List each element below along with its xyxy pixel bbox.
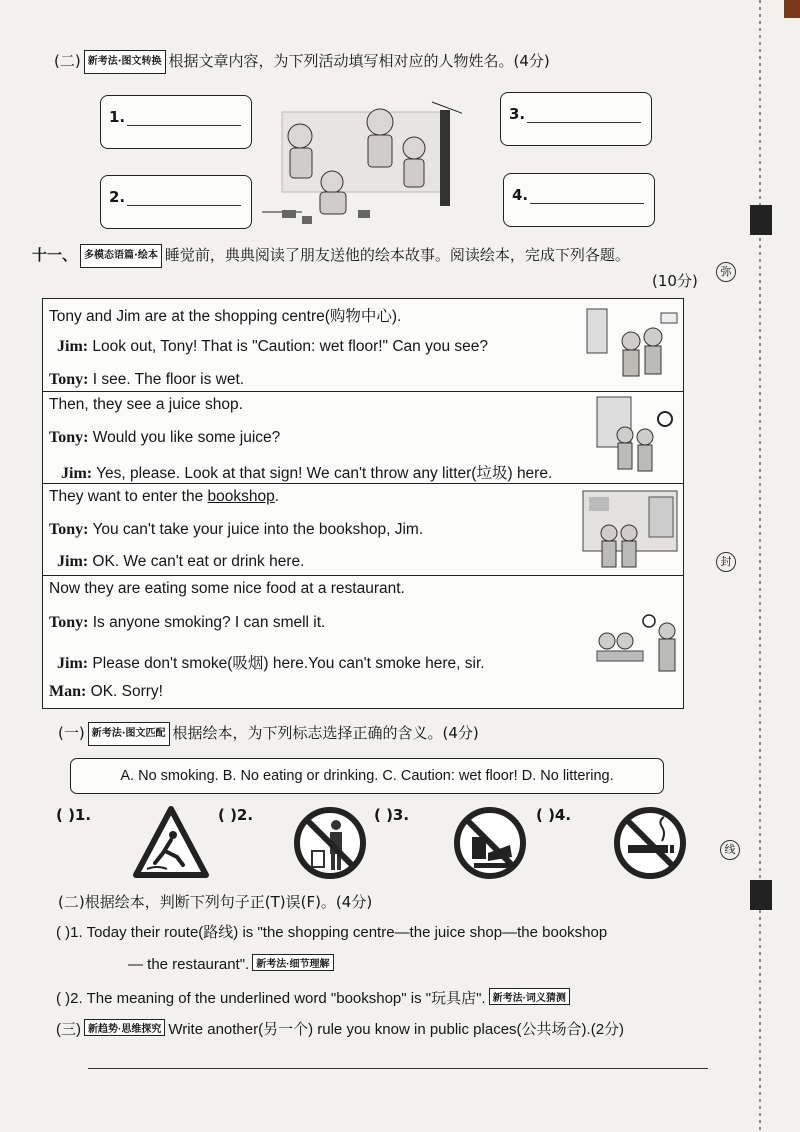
narration: Now they are eating some nice food at a restaurant.	[49, 580, 405, 597]
answer-paren[interactable]: ( )	[56, 990, 71, 1007]
dialogue-line: Tony: Is anyone smoking? I can smell it.	[49, 614, 326, 631]
dialogue-line: Jim: Yes, please. Look at that sign! We can't throw any litter(垃圾) here.	[61, 465, 553, 482]
section11-score: (10分)	[652, 272, 698, 290]
top-instruction: 根据文章内容，为下列活动填写相对应的人物姓名。(4分)	[168, 52, 550, 70]
illustration-bookshop	[579, 487, 679, 575]
box-number: 3.	[509, 105, 526, 123]
top-tag: 新考法·图文转换	[84, 50, 166, 74]
story-panel-2	[43, 391, 683, 484]
dialogue-line: Man: OK. Sorry!	[49, 683, 163, 700]
part3-tag: 新趋势·思维探究	[84, 1019, 165, 1036]
answer-box-3[interactable]	[500, 92, 652, 146]
story-box	[42, 298, 684, 709]
dialogue-line: Jim: OK. We can't eat or drink here.	[57, 553, 305, 570]
top-prefix: (二)	[54, 52, 81, 70]
part3-prefix: (三)	[56, 1021, 81, 1038]
no-smoking-sign-icon	[612, 805, 688, 881]
part3-line	[56, 1018, 624, 1039]
part1-prefix: (一)	[58, 724, 85, 742]
part2-prefix: (二)	[58, 893, 85, 911]
illustration-restaurant	[593, 611, 681, 683]
answer-box-2[interactable]	[100, 175, 252, 229]
answer-box-4[interactable]	[503, 173, 655, 227]
side-label-mi: 弥	[716, 262, 736, 282]
wet-floor-sign-icon	[133, 805, 209, 881]
box-number: 2.	[109, 188, 126, 206]
box-number: 4.	[512, 186, 529, 204]
top-instruction-line	[54, 50, 550, 74]
part1-tag: 新考法·图文匹配	[88, 722, 170, 746]
no-eating-drinking-sign-icon	[452, 805, 528, 881]
section11-line	[32, 244, 630, 268]
question-1[interactable]: ( )1.	[56, 806, 92, 824]
answer-box-1[interactable]	[100, 95, 252, 149]
section11-instruction: 睡觉前，典典阅读了朋友送他的绘本故事。阅读绘本，完成下列各题。	[164, 246, 630, 264]
no-littering-sign-icon	[292, 805, 368, 881]
question-3[interactable]: ( )3.	[374, 806, 410, 824]
q1-tag: 新考法·细节理解	[252, 954, 333, 971]
dialogue-line: Tony: You can't take your juice into the bookshop, Jim.	[49, 521, 424, 538]
answer-paren[interactable]: ( )	[56, 924, 71, 941]
dialogue-line: Tony: Would you like some juice?	[49, 429, 281, 446]
tf-question-2[interactable]: ( )2. The meaning of the underlined word "bookshop" is "玩具店". 新考法·词义猜测	[56, 987, 573, 1008]
part1-instruction-line	[58, 722, 479, 746]
narration: Then, they see a juice shop.	[49, 396, 243, 413]
dialogue-line: Jim: Please don't smoke(吸烟) here.You can't smoke here, sir.	[57, 655, 485, 672]
kids-activity-illustration	[262, 92, 462, 228]
side-label-xian: 线	[720, 840, 740, 860]
box-number: 1.	[109, 108, 126, 126]
part3-text: Write another(另一个) rule you know in public places(公共场合).(2分)	[168, 1021, 625, 1038]
narration: Tony and Jim are at the shopping centre(购物中心).	[49, 308, 402, 325]
illustration-juice-shop	[595, 395, 675, 481]
question-4[interactable]: ( )4.	[536, 806, 572, 824]
answer-line[interactable]	[88, 1068, 708, 1069]
tf-question-1[interactable]: ( )1. Today their route(路线) is "the shopping centre—the juice shop—the bookshop	[56, 924, 608, 941]
section11-tag: 多模态语篇·绘本	[80, 244, 162, 268]
options-box: A. No smoking. B. No eating or drinking. C. Caution: wet floor! D. No littering.	[70, 758, 664, 794]
dialogue-line: Tony: I see. The floor is wet.	[49, 371, 245, 388]
dialogue-line: Jim: Look out, Tony! That is "Caution: wet floor!" Can you see?	[57, 338, 488, 355]
part1-instruction: 根据绘本，为下列标志选择正确的含义。(4分)	[172, 724, 479, 742]
question-2[interactable]: ( )2.	[218, 806, 254, 824]
part2-instruction-line	[58, 891, 372, 913]
section11-number: 十一、	[32, 246, 78, 264]
illustration-shopping-centre	[579, 301, 679, 389]
narration: They want to enter the bookshop.	[49, 488, 280, 505]
story-panel-4	[43, 575, 683, 709]
underlined-word: bookshop	[207, 488, 275, 505]
q2-tag: 新考法·词义猜测	[489, 988, 570, 1005]
part2-instruction: 根据绘本，判断下列句子正(T)误(F)。(4分)	[84, 893, 373, 911]
tf-question-1-cont: — the restaurant". 新考法·细节理解	[128, 954, 337, 973]
side-label-feng: 封	[716, 552, 736, 572]
